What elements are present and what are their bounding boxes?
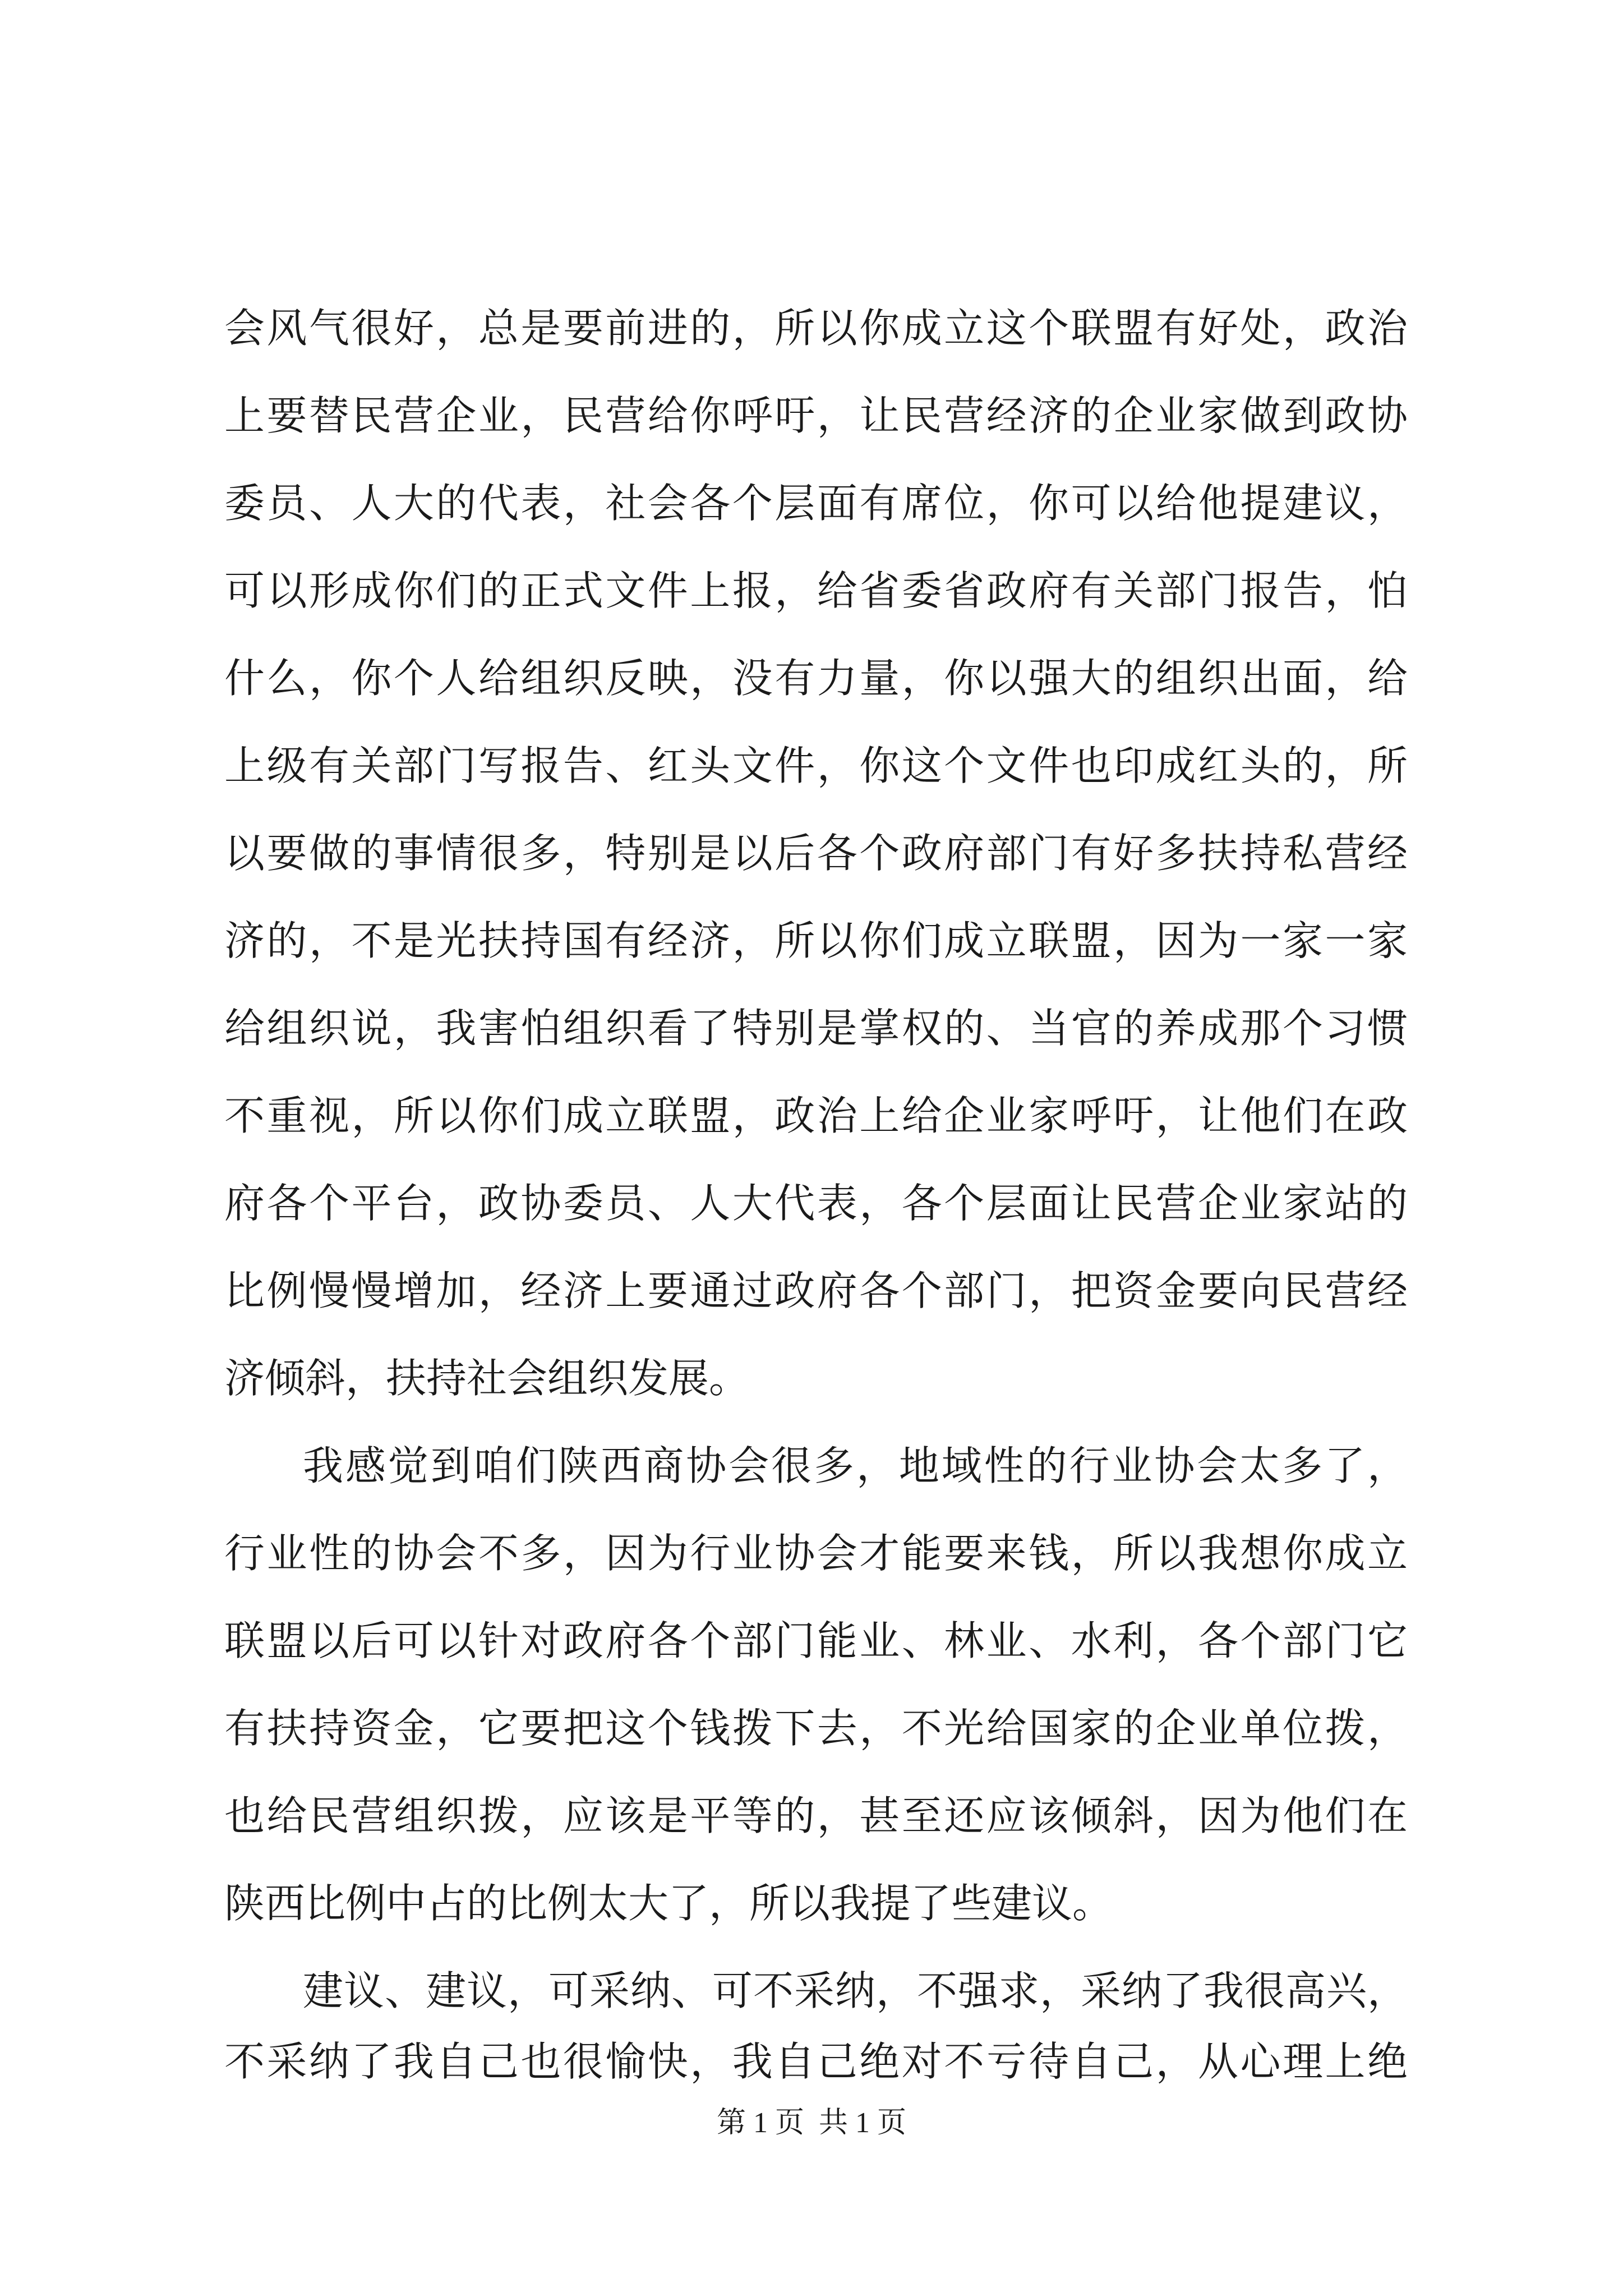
paragraph-first-line: 我感觉到咱们陕西商协会很多，地域性的行业协会太多了， (303, 1442, 1408, 1489)
text-line: 陕西比例中占的比例太大了，所以我提了些建议。 (224, 1880, 1113, 1927)
text-line: 上要替民营企业，民营给你呼吁，让民营经济的企业家做到政协 (224, 392, 1408, 439)
text-line: 什么，你个人给组织反映，没有力量，你以强大的组织出面，给 (224, 655, 1408, 702)
text-line: 以要做的事情很多，特别是以后各个政府部门有好多扶持私营经 (224, 830, 1408, 877)
text-line: 会风气很好，总是要前进的，所以你成立这个联盟有好处，政治 (224, 305, 1408, 352)
text-line: 济的，不是光扶持国有经济，所以你们成立联盟，因为一家一家 (224, 917, 1408, 964)
paragraph-first-line: 建议、建议，可采纳、可不采纳，不强求，采纳了我很高兴， (303, 1967, 1408, 2014)
text-line: 济倾斜，扶持社会组织发展。 (224, 1355, 750, 1402)
text-line: 也给民营组织拨，应该是平等的，甚至还应该倾斜，因为他们在 (224, 1792, 1408, 1839)
text-line: 上级有关部门写报告、红头文件，你这个文件也印成红头的，所 (224, 742, 1408, 789)
text-line: 行业性的协会不多，因为行业协会才能要来钱，所以我想你成立 (224, 1530, 1408, 1577)
text-line: 比例慢慢增加，经济上要通过政府各个部门，把资金要向民营经 (224, 1267, 1408, 1314)
text-line: 给组织说，我害怕组织看了特别是掌权的、当官的养成那个习惯 (224, 1005, 1408, 1052)
text-line: 不采纳了我自己也很愉快，我自己绝对不亏待自己，从心理上绝 (224, 2038, 1408, 2085)
page-number-footer: 第 1 页 共 1 页 (716, 2107, 906, 2139)
text-line: 府各个平台，政协委员、人大代表，各个层面让民营企业家站的 (224, 1180, 1408, 1227)
text-line: 委员、人大的代表，社会各个层面有席位，你可以给他提建议， (224, 480, 1408, 527)
text-line: 可以形成你们的正式文件上报，给省委省政府有关部门报告，怕 (224, 567, 1408, 614)
text-line: 不重视，所以你们成立联盟，政治上给企业家呼吁，让他们在政 (224, 1092, 1408, 1139)
text-line: 有扶持资金，它要把这个钱拨下去，不光给国家的企业单位拨， (224, 1705, 1408, 1752)
text-line: 联盟以后可以针对政府各个部门能业、林业、水利，各个部门它 (224, 1617, 1408, 1664)
